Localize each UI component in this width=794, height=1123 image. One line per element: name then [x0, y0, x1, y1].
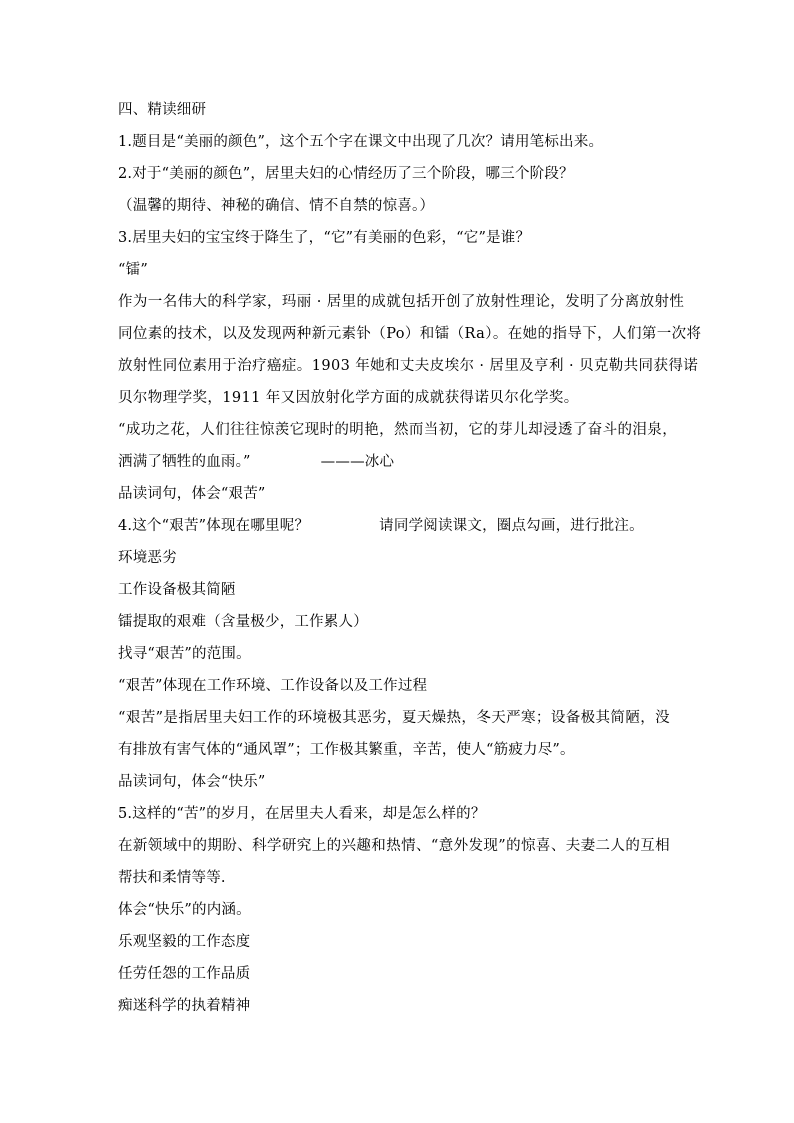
paragraph-line: 帮扶和柔情等等. [118, 870, 226, 886]
list-item: 任劳任怨的工作品质 [118, 966, 251, 982]
quote-text-end: 洒满了牺牲的血雨。” [118, 454, 251, 470]
paragraph-line: “艰苦”是指居里夫妇工作的环境极其恶劣，夏天燥热，冬天严寒；设备极其简陋，没 [118, 710, 671, 726]
quote-line [118, 452, 394, 472]
paragraph-line: 找寻“艰苦”的范围。 [118, 646, 251, 662]
section-heading: 四、精读细研 [118, 102, 207, 118]
paragraph-line: 放射性同位素用于治疗癌症。1903 年她和丈夫皮埃尔 · 居里及亨利 · 贝克勒共同获得诺 [118, 358, 699, 374]
answer-2: （温馨的期待、神秘的确信、情不自禁的惊喜。） [118, 198, 435, 214]
paragraph-line: 作为一名伟大的科学家，玛丽 · 居里的成就包括开创了放射性理论，发明了分离放射性 [118, 294, 685, 310]
question-4-instruction: 请同学阅读课文，圈点勾画，进行批注。 [379, 518, 644, 534]
question-4 [118, 516, 644, 536]
paragraph-line: 在新领域中的期盼、科学研究上的兴趣和热情、“意外发现”的惊喜、夫妻二人的互相 [118, 838, 671, 854]
question-2: 2.对于“美丽的颜色”，居里夫妇的心情经历了三个阶段，哪三个阶段？ [118, 166, 574, 182]
quote-attribution: ———冰心 [320, 454, 395, 470]
list-item: 工作设备极其简陋 [118, 582, 236, 598]
question-1: 1.题目是“美丽的颜色”，这个五个字在课文中出现了几次？请用笔标出来。 [118, 134, 604, 150]
paragraph-line: “艰苦”体现在工作环境、工作设备以及工作过程 [118, 678, 428, 694]
answer-3: “镭” [118, 262, 148, 278]
paragraph-line: 贝尔物理学奖，1911 年又因放射化学方面的成就获得诺贝尔化学奖。 [118, 390, 579, 406]
question-3: 3.居里夫妇的宝宝终于降生了，“它”有美丽的色彩，“它”是谁？ [118, 230, 531, 246]
paragraph-line: 体会“快乐”的内涵。 [118, 902, 251, 918]
list-item: 痴迷科学的执着精神 [118, 998, 251, 1014]
subheading-joy: 品读词句，体会“快乐” [118, 774, 266, 790]
paragraph-line: 有排放有害气体的“通风罩”；工作极其繁重，辛苦，使人“筋疲力尽”。 [118, 742, 575, 758]
list-item: 镭提取的艰难（含量极少，工作累人） [118, 614, 368, 630]
paragraph-line: 同位素的技术，以及发现两种新元素钋（Po）和镭（Ra）。在她的指导下，人们第一次将 [118, 326, 702, 342]
list-item: 乐观坚毅的工作态度 [118, 934, 251, 950]
list-item: 环境恶劣 [118, 550, 177, 566]
question-4-text: 4.这个“艰苦”体现在哪里呢？ [118, 518, 310, 534]
quote-line: “成功之花，人们往往惊羡它现时的明艳，然而当初，它的芽儿却浸透了奋斗的泪泉， [118, 422, 678, 438]
question-5: 5.这样的“苦”的岁月，在居里夫人看来，却是怎么样的？ [118, 806, 486, 822]
subheading-hardship: 品读词句，体会“艰苦” [118, 486, 266, 502]
